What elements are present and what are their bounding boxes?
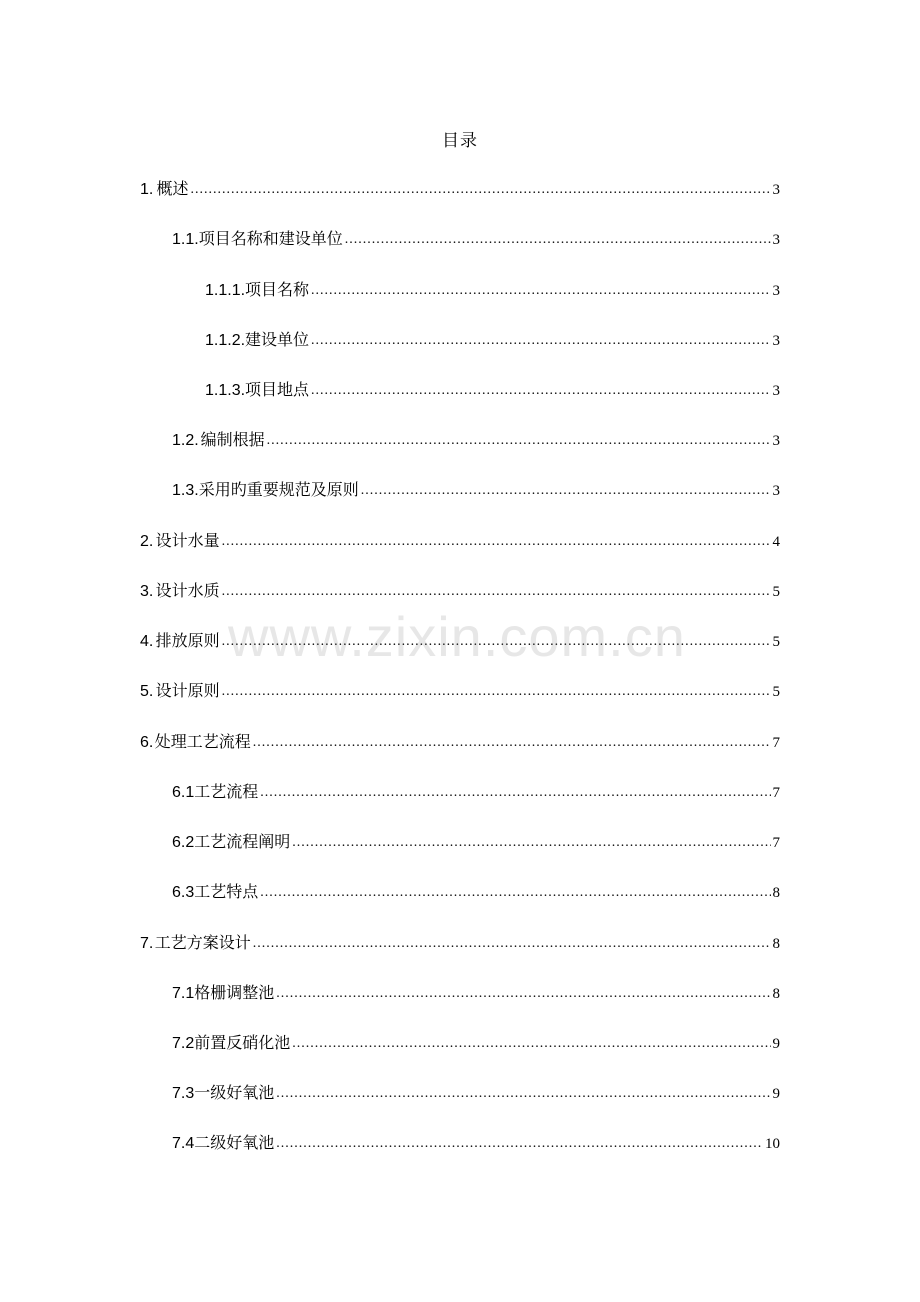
entry-page-number: 3 xyxy=(772,232,780,248)
entry-page-number: 5 xyxy=(772,584,780,600)
toc-entry-6-2[interactable] xyxy=(172,827,780,853)
dot-leader xyxy=(222,532,771,552)
entry-number: 1.1.3. xyxy=(205,382,246,399)
entry-page-number: 9 xyxy=(772,1086,780,1102)
entry-number: 1.1.2. xyxy=(205,332,246,349)
entry-page-number: 5 xyxy=(772,634,780,650)
entry-page-number: 4 xyxy=(772,534,780,550)
toc-entry-6-1[interactable] xyxy=(172,777,780,803)
entry-number: 4. xyxy=(140,633,154,650)
dot-leader xyxy=(267,431,771,451)
entry-title: 排放原则 xyxy=(155,633,220,650)
entry-title: 项目名称和建设单位 xyxy=(198,231,343,248)
dot-leader xyxy=(311,331,770,351)
entry-page-number: 8 xyxy=(772,885,780,901)
entry-title: 格栅调整池 xyxy=(194,985,275,1002)
entry-page-number: 3 xyxy=(772,483,780,499)
dot-leader xyxy=(276,1084,770,1104)
dot-leader xyxy=(292,1034,770,1054)
toc-entry-6[interactable] xyxy=(140,727,780,753)
entry-page-number: 3 xyxy=(772,283,780,299)
entry-number: 3. xyxy=(140,583,154,600)
entry-page-number: 3 xyxy=(772,433,780,449)
entry-title: 设计水质 xyxy=(155,583,220,600)
entry-title: 一级好氧池 xyxy=(194,1085,275,1102)
entry-title: 工艺流程 xyxy=(194,784,259,801)
entry-title: 设计水量 xyxy=(155,533,220,550)
entry-title: 项目名称 xyxy=(245,282,310,299)
dot-leader xyxy=(222,632,771,652)
entry-title: 建设单位 xyxy=(245,332,310,349)
entry-number: 1.1. xyxy=(172,231,199,248)
toc-entry-7-3[interactable] xyxy=(172,1078,780,1104)
entry-page-number: 3 xyxy=(772,383,780,399)
toc-entry-1-1-2[interactable] xyxy=(205,325,780,351)
entry-number: 7.1 xyxy=(172,985,195,1002)
entry-page-number: 8 xyxy=(772,986,780,1002)
entry-page-number: 8 xyxy=(772,936,780,952)
entry-number: 2. xyxy=(140,533,154,550)
entry-number: 7. xyxy=(140,935,154,952)
toc-entry-2[interactable] xyxy=(140,526,780,552)
entry-number: 1.3. xyxy=(172,482,199,499)
watermark-text: www.zixin.com.cn xyxy=(228,605,686,668)
toc-entry-1[interactable] xyxy=(140,174,780,200)
toc-entry-4[interactable] xyxy=(140,626,780,652)
toc-entry-7[interactable] xyxy=(140,928,780,954)
toc-entry-7-4[interactable] xyxy=(172,1128,780,1154)
dot-leader xyxy=(222,682,771,702)
toc-entry-7-2[interactable] xyxy=(172,1028,780,1054)
entry-title: 处理工艺流程 xyxy=(154,734,251,751)
entry-number: 7.4 xyxy=(172,1135,195,1152)
toc-entry-1-1-1[interactable] xyxy=(205,275,780,301)
entry-title: 工艺流程阐明 xyxy=(194,834,291,851)
dot-leader xyxy=(253,934,771,954)
dot-leader xyxy=(361,481,771,501)
toc-entry-1-1-3[interactable] xyxy=(205,375,780,401)
entry-title: 工艺方案设计 xyxy=(154,935,251,952)
entry-page-number: 5 xyxy=(772,684,780,700)
dot-leader xyxy=(276,984,770,1004)
dot-leader xyxy=(292,833,770,853)
entry-number: 6.2 xyxy=(172,834,195,851)
dot-leader xyxy=(260,883,770,903)
toc-entry-6-3[interactable] xyxy=(172,877,780,903)
entry-title: 前置反硝化池 xyxy=(194,1035,291,1052)
entry-number: 5. xyxy=(140,683,154,700)
entry-number: 1.2. xyxy=(172,432,199,449)
dot-leader xyxy=(191,180,771,200)
entry-title: 编制根据 xyxy=(200,432,265,449)
dot-leader xyxy=(311,381,770,401)
entry-page-number: 3 xyxy=(772,182,780,198)
dot-leader xyxy=(222,582,771,602)
entry-page-number: 7 xyxy=(772,735,780,751)
entry-page-number: 9 xyxy=(772,1036,780,1052)
toc-entry-3[interactable] xyxy=(140,576,780,602)
entry-page-number: 7 xyxy=(772,835,780,851)
entry-title: 概述 xyxy=(156,181,189,198)
entry-page-number: 10 xyxy=(765,1136,780,1152)
entry-number: 6.3 xyxy=(172,884,195,901)
entry-title: 二级好氧池 xyxy=(194,1135,275,1152)
dot-leader xyxy=(311,281,770,301)
toc-entry-7-1[interactable] xyxy=(172,978,780,1004)
toc-entry-1-1[interactable] xyxy=(172,224,780,250)
dot-leader xyxy=(260,783,770,803)
entry-number: 6.1 xyxy=(172,784,195,801)
entry-number: 7.2 xyxy=(172,1035,195,1052)
dot-leader xyxy=(276,1134,763,1154)
entry-title: 项目地点 xyxy=(245,382,310,399)
entry-page-number: 7 xyxy=(772,785,780,801)
entry-number: 6. xyxy=(140,734,154,751)
entry-title: 工艺特点 xyxy=(194,884,259,901)
entry-number: 1. xyxy=(140,181,154,198)
entry-title: 采用旳重要规范及原则 xyxy=(198,482,359,499)
toc-entry-1-2[interactable] xyxy=(172,425,780,451)
entry-number: 1.1.1. xyxy=(205,282,246,299)
dot-leader xyxy=(253,733,771,753)
entry-page-number: 3 xyxy=(772,333,780,349)
entry-number: 7.3 xyxy=(172,1085,195,1102)
dot-leader xyxy=(345,230,771,250)
entry-title: 设计原则 xyxy=(155,683,220,700)
toc-title: 目录 xyxy=(442,131,478,151)
toc-entry-5[interactable] xyxy=(140,676,780,702)
toc-entry-1-3[interactable] xyxy=(172,475,780,501)
